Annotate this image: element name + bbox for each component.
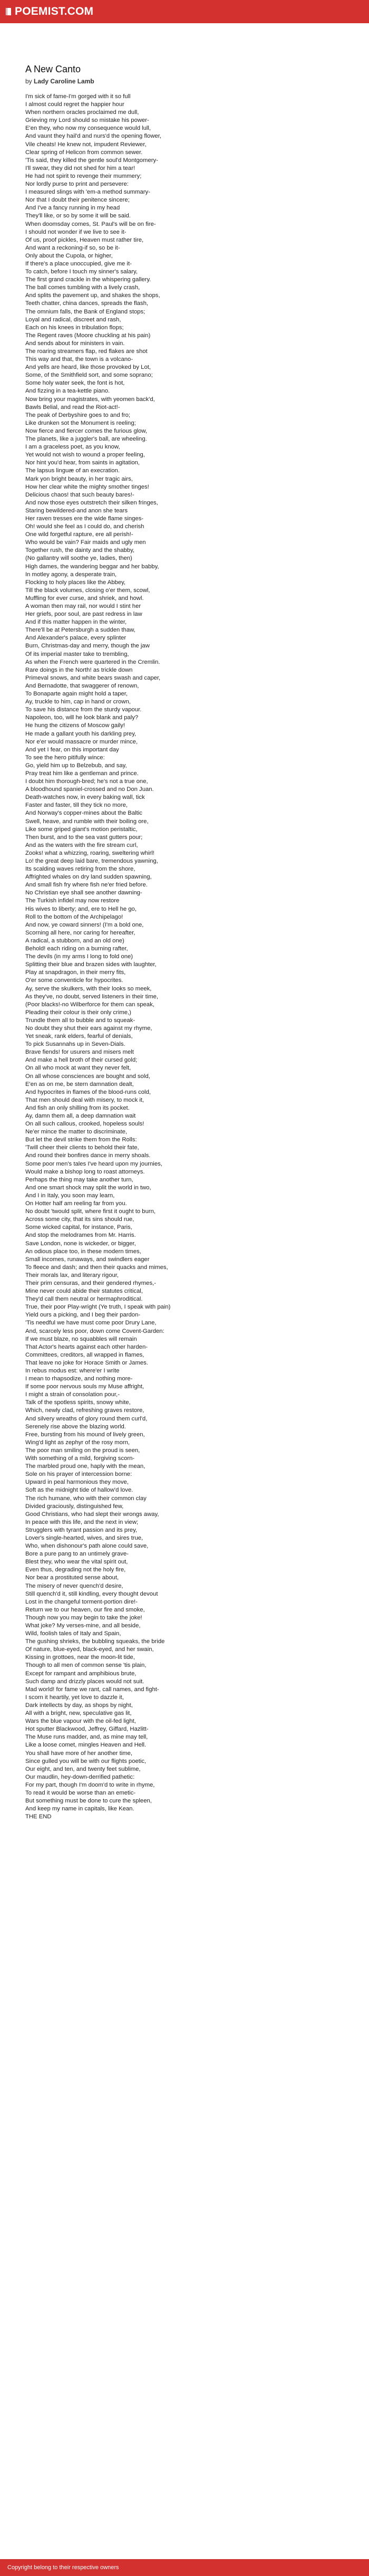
poem-line: Would make a bishop long to roast attorneys. [25, 1168, 145, 1175]
poem-line: The first grand crackle in the whispering gallery. [25, 276, 151, 283]
poem-line: Splitting their blue and brazen sides with laughter, [25, 961, 157, 968]
poem-line: True, their poor Play-wright (Ye truth, I speak with pain) [25, 1304, 171, 1311]
poem-line: Nor bear a prostituted sense about, [25, 1575, 119, 1581]
poem-line: And I in Italy, you soon may learn, [25, 1192, 115, 1199]
poem-line: He made a gallant youth his darkling prey, [25, 730, 137, 737]
poem-line: Serenely rise above the blazing world. [25, 1423, 126, 1430]
poem-line: Upward in peal harmonious they move, [25, 1479, 129, 1486]
poem-line: Burn, Christmas-day and merry, though the jaw [25, 643, 150, 650]
poem-line: His wives to liberty; and, ere to Hell he go, [25, 905, 137, 912]
poem-line: Her griefs, poor soul, are past redress in law [25, 611, 142, 618]
poem-line: Affrighted whales on dry land sudden spawning, [25, 874, 152, 881]
poem-content [25, 63, 344, 1821]
poem-line: And I've a fancy running in my head [25, 205, 120, 212]
copyright-notice: Copyright belong to their respective owners [7, 2564, 119, 2571]
poem-line: Flocking to holy places like the Abbey, [25, 579, 126, 586]
poem-line: When northern oracles proclaimed me dull, [25, 109, 139, 116]
poem-line: Strugglers with tyrant passion and its prey, [25, 1526, 138, 1533]
poem-line: Only about the Cupola, or higher, [25, 252, 113, 259]
poem-line: And, scarcely less poor, down come Covent-Garden: [25, 1328, 164, 1334]
poem-line: Nor lordly purse to print and persevere: [25, 181, 129, 188]
poem-line: Of nature, blue-eyed, black-eyed, and her swain, [25, 1646, 154, 1653]
poem-line: Ay, damn them all, a deep damnation wait [25, 1113, 136, 1119]
poem-line: (No gallantry will soothe ye, ladies, then) [25, 555, 132, 562]
poem-line: A radical, a stubborn, and an old one) [25, 937, 124, 944]
poem-line: Delicious chaos! that such beauty bares!- [25, 491, 134, 498]
poem-line: E'en as on me, be stern damnation dealt, [25, 1081, 134, 1087]
poem-line: The ball comes tumbling with a lively crash, [25, 284, 140, 291]
poem-line: Together rush, the dainty and the shabby, [25, 547, 135, 554]
poem-line: He hung the citizens of Moscow gaily! [25, 722, 125, 729]
poem-line: Like drunken sot the Monument is reeling; [25, 419, 136, 426]
poem-line: Then burst, and to the sea vast gutters pour; [25, 834, 143, 841]
poem-line: Even thus, degrading not the holy fire, [25, 1567, 126, 1573]
poem-line: The Regent raves (Moore chuckling at his pain) [25, 332, 151, 339]
poem-line: Wing'd light as zephyr of the rosy morn, [25, 1439, 130, 1446]
poem-line: Muffling for ever curse, and shriek, and howl. [25, 595, 144, 602]
poem-line: Bawls Belial, and read the Riot-act!- [25, 404, 120, 411]
poem-line: Their prim censuras, and their gendered rhymes,- [25, 1280, 157, 1286]
poem-line: The peak of Derbyshire goes to and fro; [25, 412, 131, 418]
poem-line: Pray treat him like a gentleman and prince. [25, 770, 139, 777]
poem-line: O'er some conventicle for hypocrites. [25, 977, 123, 984]
poem-line: Bore a pure pang to an untimely grave- [25, 1551, 129, 1558]
poem-byline [25, 77, 344, 85]
poem-line: When doomsday comes, St. Paul's will be on fire- [25, 221, 156, 227]
poem-line: The gushing shrieks, the bubbling squeaks, the bride [25, 1638, 165, 1645]
poem-line: But let the devil strike them from the Rolls: [25, 1137, 137, 1143]
poem-line: Talk of the spotless spirits, snowy white, [25, 1399, 131, 1406]
poem-line: Yet sneak, rank elders, fearful of denials, [25, 1033, 133, 1040]
poem-line: No doubt they shut their ears against my rhyme, [25, 1025, 152, 1032]
poem-line: To pick Susannahs up in Seven-Dials. [25, 1041, 125, 1048]
poem-line: Of us, proof pickles, Heaven must rather tire, [25, 236, 144, 243]
poem-line: The devils (in my arms I long to fold one) [25, 953, 133, 960]
poem-line: Some wicked capital, for instance, Paris, [25, 1224, 132, 1231]
poem-line: The misery of never quench'd desire, [25, 1582, 123, 1589]
poem-line: Nor hint you'd hear, from saints in agitation, [25, 460, 140, 466]
poem-line: The marbled proud one, haply with the mean, [25, 1463, 145, 1470]
poem-line: But something must be done to cure the spleen, [25, 1798, 152, 1805]
poem-title: A New Canto [25, 64, 81, 74]
poem-line: And fizzing in a tea-kettle piano. [25, 388, 110, 395]
poem-line: How her clear white the mighty smother tinges! [25, 483, 149, 490]
poem-line: I mean to rhapsodize, and nothing more- [25, 1376, 133, 1382]
poem-line: I am a graceless poet, as you know, [25, 444, 120, 451]
poem-line: Perhaps the thing may take another turn, [25, 1176, 133, 1183]
poem-line: Their morals lax, and literary rigour, [25, 1272, 119, 1279]
poem-line: Oh! would she feel as I could do, and cherish [25, 523, 144, 530]
poem-line: On all whose consciences are bought and sold, [25, 1073, 150, 1080]
poem-line: Though to all men of common sense 'tis plain, [25, 1662, 147, 1669]
poem-line: And if this matter happen in the winter, [25, 619, 127, 626]
poem-line: For my part, though I'm doom'd to write in rhyme, [25, 1781, 155, 1788]
site-name: POEMIST.COM [15, 5, 94, 17]
poem-line: Which, newly clad, refreshing graves restore, [25, 1407, 144, 1414]
poem-line: Blest they, who wear the vital spirit out, [25, 1559, 128, 1566]
poem-line: And yet I fear, on this important day [25, 746, 119, 753]
poem-line: The lapsus linguæ of an execration. [25, 468, 120, 474]
poem-line: And now, ye coward sinners! (I'm a bold one, [25, 921, 144, 928]
poem-line: Roll to the bottom of the Archipelago! [25, 913, 123, 920]
poem-line: Who, when dishonour's path alone could save, [25, 1543, 149, 1550]
poem-line: Nor that I doubt their penitence sincere; [25, 197, 130, 204]
poem-line: The rich humane, who with their common clay [25, 1495, 147, 1502]
poem-line: There'll be at Petersburgh a sudden thaw, [25, 627, 135, 634]
poem-line: 'Twill cheer their clients to behold their fate, [25, 1144, 139, 1151]
author-link[interactable]: Lady Caroline Lamb [34, 78, 94, 85]
poem-line: Behold! each riding on a burning rafter, [25, 946, 128, 952]
poem-line: Rare doings in the North! as trickle down [25, 666, 133, 673]
site-logo-link[interactable] [5, 5, 93, 18]
poem-line: That Actor's hearts against each other harden- [25, 1343, 148, 1350]
poem-line: Ay, truckle to him, cap in hand or crown, [25, 699, 131, 705]
book-icon [5, 7, 12, 16]
poem-line: Each on his knees in tribulation flops; [25, 324, 124, 331]
poem-line: As when the French were quartered in the Cremlin. [25, 659, 160, 665]
poem-line: Committees, creditors, all wrapped in flames, [25, 1351, 144, 1358]
poem-line: Since gulled you will be with our flights poetic, [25, 1758, 147, 1764]
poem-line: Such damp and drizzly places would not suit. [25, 1678, 144, 1685]
poem-line: On Hotter half am reeling far from you. [25, 1200, 127, 1207]
poem-line: And vaunt they hail'd and nurs'd the opening flower, [25, 133, 162, 140]
poem-line: Primeval snows, and white bears swash and caper, [25, 674, 161, 681]
poem-line: Staring bewildered-and anon she tears [25, 507, 128, 514]
poem-line: That men should deal with misery, to mock it, [25, 1096, 144, 1103]
poem-line: A woman then may rail, nor would I stint her [25, 603, 141, 609]
poem-line: On all who mock at want they never felt, [25, 1065, 131, 1072]
poem-line: Teeth chatter, china dances, spreads the flash, [25, 300, 148, 307]
poem-line: Play at snapdragon, in their merry fits, [25, 969, 126, 976]
poem-line: The planets, like a juggler's ball, are wheeling. [25, 436, 147, 443]
poem-line: Till the black volumes, closing o'er them, scowl, [25, 587, 150, 594]
poem-line: Some, of the Smithfield sort, and some soprano; [25, 372, 153, 379]
poem-line: Vile cheats! He knew not, impudent Reviewer, [25, 141, 147, 148]
poem-line: To save his distance from the sturdy vapour. [25, 707, 142, 713]
poem-line: To catch, before I touch my sinner's salary, [25, 269, 138, 275]
poem-line: And make a hell broth of their cursed gold; [25, 1057, 138, 1064]
poem-line: On all such callous, crooked, hopeless souls! [25, 1121, 144, 1128]
poem-line: Good Christians, who had slept their wrongs away, [25, 1511, 159, 1518]
poem-line: One wild forgetful rapture, ere all perish!- [25, 531, 133, 538]
poem-line: I'll swear, they did not shed for him a tear! [25, 165, 135, 171]
poem-line: Death-watches now, in every baking wall, tick [25, 794, 145, 801]
poem-line: Some holy water seek, the font is hot, [25, 380, 125, 387]
poem-line: I doubt him thorough-bred; he's not a true one, [25, 778, 148, 785]
poem-line: I'm sick of fame-I'm gorged with it so full [25, 93, 131, 100]
poem-line: Hot sputter Blackwood, Jeffrey, Giffard, Hazlitt- [25, 1726, 149, 1733]
poem-line: Wild, foolish tales of Italy and Spain, [25, 1630, 121, 1637]
poem-line: And hypocrites in flames of the blood-runs cold, [25, 1089, 151, 1095]
poem-line: Lo! the great deep laid bare, tremendous yawning, [25, 858, 158, 864]
poem-line: And yells are heard, like those provoked by Lot, [25, 364, 151, 371]
poem-line: If we must blaze, no squabbles will remain [25, 1335, 137, 1342]
poem-line: Free, bursting from his mound of lively green, [25, 1431, 145, 1438]
poem-line: Like some griped giant's motion peristaltic, [25, 826, 138, 833]
poem-line: I should not wonder if we live to see it- [25, 228, 127, 235]
poem-line: The poor man smiling on the proud is seen, [25, 1447, 140, 1454]
poem-line: To see the hero pitifully wince: [25, 754, 105, 761]
poem-line: Now fierce and fiercer comes the furious glow, [25, 427, 148, 434]
poem-line: Lost in the changeful torment-portion dire!- [25, 1598, 138, 1605]
poem-line: Our maudlin, hey-down-derrified pathetic: [25, 1773, 135, 1780]
poem-line: 'Tis needful we have must come poor Drury Lane, [25, 1320, 157, 1327]
poem-line: The Turkish infidel may now restore [25, 898, 120, 904]
poem-line: Yield ours a picking, and I beg their pardon- [25, 1312, 141, 1319]
poem-line: Divided graciously, distinguished few, [25, 1503, 124, 1510]
poem-line: To Bonaparte again might hold a taper, [25, 691, 128, 698]
poem-line: (Poor blacks!-no Wilberforce for them can speak, [25, 1001, 154, 1008]
poem-line: Return we to our heaven, our fire and smoke, [25, 1606, 145, 1613]
poem-line: Wars the blue vapour with the oil-fed light, [25, 1718, 136, 1725]
poem-line: Faster and faster, till they tick no more, [25, 802, 128, 809]
poem-line: Though now you may begin to take the joke! [25, 1614, 142, 1621]
poem-line: E'en they, who now my consequence would lull, [25, 125, 151, 132]
poem-line: No Christian eye shall see another dawning- [25, 890, 142, 896]
poem-line: Yet would not wish to wound a proper feeling, [25, 452, 145, 459]
poem-line: To fleece and dash; and then their quacks and mimes, [25, 1264, 168, 1271]
by-label: by [25, 78, 32, 85]
poem-line: An odious place too, in these modern times, [25, 1248, 141, 1255]
poem-line: If some poor nervous souls my Muse affright, [25, 1384, 144, 1390]
poem-line: In rebus modus est: where'er I write [25, 1368, 120, 1374]
poem-line: This way and that, the town is a volcano- [25, 356, 133, 363]
poem-line: Still quench'd it, still kindling, every thought devout [25, 1590, 158, 1597]
poem-line: And one smart shock may split the world in two, [25, 1184, 151, 1191]
poem-line: All with a bright, new, speculative gas lit, [25, 1710, 132, 1717]
poem-line: THE END [25, 1814, 52, 1820]
poem-line: 'Tis said, they killed the gentle soul'd Montgomery- [25, 157, 158, 164]
poem-line: Except for rampant and amphibious brute, [25, 1670, 137, 1677]
poem-line: Zooks! what a whizzing, roaring, sweltering whirl! [25, 850, 154, 856]
poem-line: He had not spirit to revenge their mummery; [25, 173, 142, 179]
poem-line: Kissing in grottoes, near the moon-lit tide, [25, 1654, 135, 1661]
poem-line: I might a strain of consolation pour,- [25, 1391, 120, 1398]
poem-line: They'll like, or so by some it will be said. [25, 213, 131, 220]
poem-line: And now those eyes outstretch their silken fringes, [25, 499, 158, 506]
poem-line: Of its imperial master take to trembling, [25, 651, 129, 657]
poem-line: If there's a place unoccupied, give me it- [25, 260, 132, 267]
poem-line: In motley agony, a desperate train, [25, 571, 117, 578]
poem-line: And keep my name in capitals, like Kean. [25, 1806, 134, 1812]
poem-line: Go, yield him up to Belzebub, and say, [25, 762, 127, 769]
poem-line: A bloodhound spaniel-crossed and no Don Juan. [25, 786, 154, 793]
poem-line: Swell, heave, and rumble with their boiling ore, [25, 818, 149, 825]
poem-line: Ay, serve the skulkers, with their looks so meek, [25, 985, 152, 992]
poem-line: Lover's single-hearted, wives, and sires true, [25, 1534, 143, 1541]
poem-line: The omnium falls, the Bank of England stops; [25, 308, 145, 315]
poem-line: That leave no joke for Horace Smith or James. [25, 1359, 148, 1366]
poem-line: Its scalding waves retiring from the shore, [25, 866, 135, 873]
poem-line: And splits the pavement up, and shakes the shops, [25, 292, 160, 299]
poem-line: The Muse runs madder, and, as mine may tell, [25, 1734, 148, 1741]
poem-line: And want a reckoning-if so, so be it- [25, 244, 120, 251]
poem-line: Who would be vain? Fair maids and ugly men [25, 539, 146, 546]
poem-line: And silvery wreaths of glory round them curl'd, [25, 1415, 148, 1422]
poem-line: Trundle them all to bubble and to squeak- [25, 1017, 135, 1024]
poem-line: What joke? My verses-mine, and all beside, [25, 1623, 141, 1629]
poem-line: Loyal and radical, discreet and rash, [25, 316, 121, 323]
poem-line: Some poor men's tales I've heard upon my journies, [25, 1160, 162, 1167]
poem-line: Like a loose comet, mingles Heaven and Hell. [25, 1742, 147, 1749]
poem-line: In peace with this life, and the next in view; [25, 1519, 139, 1525]
poem-line: To read it would be worse than an emetic- [25, 1789, 136, 1796]
poem-line: Small incomes, runaways, and swindlers eager [25, 1256, 150, 1263]
poem-body [25, 93, 344, 1821]
poem-line: And stop the melodrames from Mr. Harris. [25, 1232, 136, 1239]
poem-line: Brave fiends! for usurers and misers melt [25, 1049, 134, 1056]
poem-line: Soft as the midnight tide of hallow'd love. [25, 1487, 133, 1494]
poem-line: Save London, none is wickeder, or bigger, [25, 1240, 136, 1247]
poem-line: I measured slings with 'em-a method summary- [25, 189, 150, 196]
poem-line: And small fish fry where fish ne'er fried before. [25, 882, 148, 889]
poem-line: Across some city, that its sins should rue, [25, 1216, 134, 1223]
poem-line: Clear spring of Helicon from common sewer. [25, 149, 143, 156]
poem-line: Our eight, and ten, and twenty feet sublime, [25, 1766, 141, 1772]
poem-line: With something of a mild, forgiving scorn- [25, 1455, 135, 1462]
poem-line: And Alexander's palace, every splinter [25, 635, 127, 642]
poem-line: And as the waters with the fire stream curl, [25, 842, 138, 848]
poem-line: You shall have more of her another time, [25, 1750, 133, 1757]
poem-line: Mark yon bright beauty, in her tragic airs, [25, 475, 133, 482]
poem-line: And Bernadotte, that swaggerer of renown, [25, 682, 139, 689]
poem-line: Dark intellects by day, as shops by night, [25, 1702, 133, 1709]
poem-line: They'd call them neutral or hermaphroditical. [25, 1296, 143, 1303]
poem-line: Napoleon, too, will he look blank and paly? [25, 714, 139, 721]
top-bar [0, 0, 369, 23]
poem-line: No doubt 'twould split, where first it ought to burn, [25, 1208, 156, 1215]
poem-line: Her raven tresses ere the wide flame singes- [25, 515, 144, 522]
poem-line: And round their bonfires dance in merry shoals. [25, 1152, 151, 1159]
poem-line: Mine never could abide their statutes critical, [25, 1288, 143, 1295]
poem-line: Ne'er mince the matter to discriminate, [25, 1129, 128, 1136]
poem-line: I scorn it heartily, yet love to dazzle it, [25, 1694, 124, 1701]
poem-line: I almost could regret the happier hour [25, 101, 124, 108]
poem-line: Scorning all here, nor caring for hereafter, [25, 929, 135, 936]
poem-line: And Norway's copper-mines about the Baltic [25, 810, 142, 817]
poem-line: Pleading their colour is their only crime,) [25, 1009, 131, 1016]
poem-line: Mad world! for fame we rant, call names, and fight- [25, 1686, 159, 1693]
poem-line: Nor e'er would massacre or murder mince, [25, 738, 138, 745]
footer-bar [0, 2559, 369, 2576]
poem-line: And fish an only shilling from its pocket. [25, 1104, 130, 1111]
poem-line: The roaring streamers flap, red flakes are shot [25, 348, 148, 355]
poem-line: Grieving my Lord should so mistake his power- [25, 117, 149, 124]
poem-line: Sole on his prayer of intercession borne: [25, 1471, 132, 1478]
poem-line: Now bring your magistrates, with yeomen back'd, [25, 396, 155, 403]
poem-line: As they've, no doubt, served listeners in their time, [25, 993, 159, 1000]
poem-line: High dames, the wandering beggar and her babby, [25, 563, 159, 570]
poem-line: And sends about for ministers in vain. [25, 340, 125, 347]
